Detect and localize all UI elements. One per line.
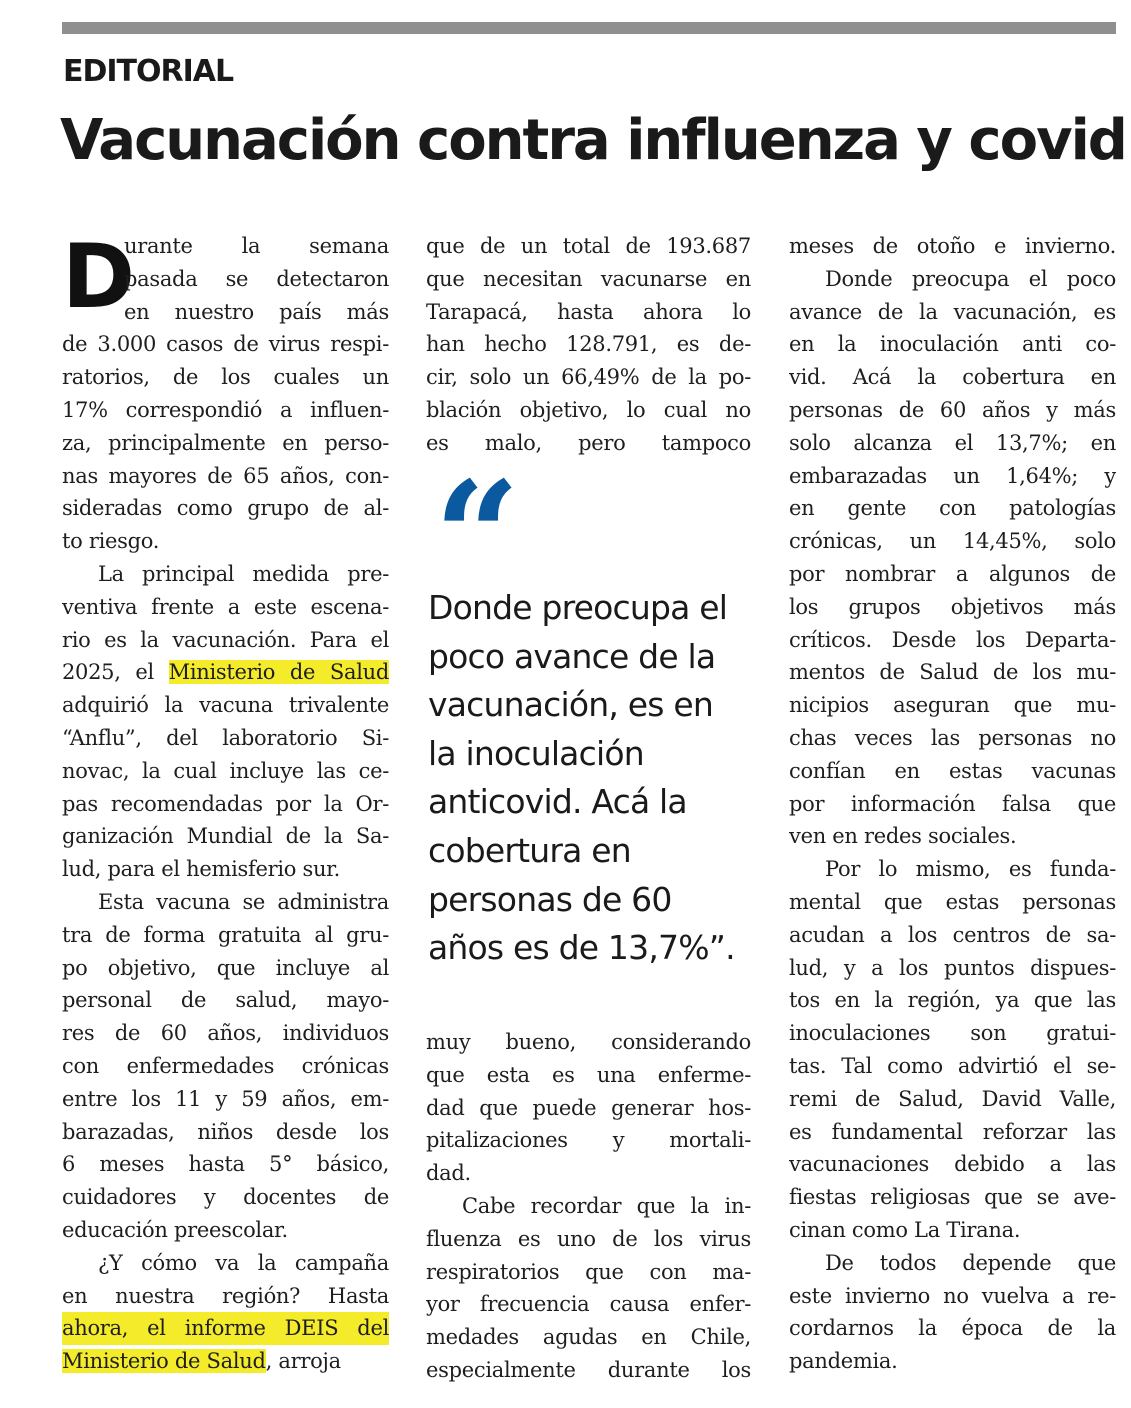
text-line: ventiva frente a este escena- [62, 594, 389, 619]
text-line: novac, la cual incluye las ce- [62, 758, 389, 783]
text-line: barazadas, niños desde los [62, 1119, 389, 1144]
text-line: entre los 11 y 59 años, em- [62, 1086, 389, 1111]
text-line: “Anflu”, del laboratorio Si- [62, 725, 389, 750]
text-line-highlighted: ahora, el informe DEIS del [62, 1312, 389, 1345]
text-line: embarazadas un 1,64%; y [789, 463, 1116, 488]
top-rule [62, 22, 1116, 34]
text-line: vacunaciones debido a las [789, 1152, 1116, 1177]
pull-quote-line: años es de 13,7%”. [428, 928, 735, 968]
text-line: por nombrar a algunos de [789, 561, 1116, 586]
text-line: en nuestra región? Hasta [62, 1283, 389, 1308]
text-fragment: 2025, el [62, 660, 169, 685]
text-line: sideradas como grupo de al- [62, 496, 389, 521]
text-line: educación preescolar. [62, 1217, 288, 1242]
text-line: pasada se detectaron [124, 266, 389, 291]
text-line: acudan a los centros de sa- [789, 922, 1116, 947]
column-1 [62, 225, 389, 1378]
text-line: mentos de Salud de los mu- [789, 660, 1116, 685]
text-line: Donde preocupa el poco [825, 266, 1116, 291]
text-line: tra de forma gratuita al gru- [62, 922, 389, 947]
pull-quote-line: la inoculación [428, 733, 644, 773]
text-line: cuidadores y docentes de [62, 1185, 389, 1210]
text-line: crónicas, un 14,45%, solo [789, 529, 1116, 554]
text-line: los grupos objetivos más [789, 594, 1116, 619]
text-line: Por lo mismo, es funda- [825, 857, 1116, 882]
text-line: inoculaciones son gratui- [789, 1021, 1116, 1046]
highlighted-ministerio: Ministerio de Salud [62, 1349, 266, 1374]
text-line: solo alcanza el 13,7%; en [789, 430, 1116, 455]
text-line: que esta es una enferme- [426, 1062, 751, 1087]
text-line: po objetivo, que incluye al [62, 955, 389, 980]
text-line: que necesitan vacunarse en [426, 266, 751, 291]
text-line: que de un total de 193.687 [426, 234, 751, 258]
text-line: 17% correspondió a influen- [62, 397, 389, 422]
text-line: tas. Tal como advirtió el se- [789, 1053, 1116, 1078]
text-line: cinan como La Tirana. [789, 1217, 1021, 1242]
text-line: Esta vacuna se administra [98, 889, 389, 914]
text-line: en nuestro país más [124, 299, 389, 324]
text-line [62, 656, 389, 689]
text-line: ven en redes sociales. [789, 824, 1017, 849]
drop-cap: D [62, 225, 136, 328]
text-line: to riesgo. [62, 529, 160, 554]
column-2-bottom [426, 1026, 751, 1387]
text-line: tos en la región, ya que las [789, 988, 1116, 1013]
text-line: es malo, pero tampoco [426, 430, 751, 455]
text-line: en la inoculación anti co- [789, 332, 1116, 357]
text-line: este invierno no vuelva a re- [789, 1283, 1116, 1308]
column-2-top [426, 230, 751, 460]
text-line: personas de 60 años y más [789, 397, 1116, 422]
text-line: La principal medida pre- [98, 561, 389, 586]
text-line: 6 meses hasta 5° básico, [62, 1152, 389, 1177]
text-line: pitalizaciones y mortali- [426, 1128, 751, 1153]
text-line: adquirió la vacuna trivalente [62, 693, 389, 718]
text-line: lud, y a los puntos dispues- [789, 955, 1116, 980]
pull-quote-line: anticovid. Acá la [428, 782, 687, 822]
column-3 [789, 230, 1116, 1378]
text-line [62, 1345, 389, 1378]
text-line: es fundamental reforzar las [789, 1119, 1116, 1144]
quote-mark-icon: “ [434, 449, 521, 625]
text-fragment: , arroja [265, 1349, 341, 1374]
text-line: dad. [426, 1161, 471, 1186]
text-line: De todos depende que [825, 1250, 1116, 1275]
text-line: muy bueno, considerando [426, 1030, 751, 1054]
pull-quote [428, 584, 758, 973]
text-line: urante la semana [124, 234, 389, 258]
text-line: nas mayores de 65 años, con- [62, 463, 389, 488]
text-line: por información falsa que [789, 791, 1116, 816]
section-label: EDITORIAL [63, 54, 234, 89]
text-line: dad que puede generar hos- [426, 1095, 751, 1120]
text-line: chas veces las personas no [789, 725, 1116, 750]
text-line: en gente con patologías [789, 496, 1116, 521]
text-line: medades agudas en Chile, [426, 1325, 751, 1350]
text-line: yor frecuencia causa enfer- [426, 1292, 751, 1317]
pull-quote-line: poco avance de la [428, 636, 716, 676]
text-line: za, principalmente en perso- [62, 430, 389, 455]
text-line: Tarapacá, hasta ahora lo [426, 299, 751, 324]
text-line: nicipios aseguran que mu- [789, 693, 1116, 718]
text-line: ratorios, de los cuales un [62, 365, 389, 390]
headline: Vacunación contra influenza y covid [60, 108, 1126, 173]
pull-quote-line: vacunación, es en [428, 685, 713, 725]
text-line: remi de Salud, David Valle, [789, 1086, 1116, 1111]
text-line: rio es la vacunación. Para el [62, 627, 389, 652]
text-line: avance de la vacunación, es [789, 299, 1116, 324]
highlighted-ministerio: Ministerio de Salud [168, 660, 389, 685]
text-line: con enfermedades crónicas [62, 1053, 389, 1078]
text-line: blación objetivo, lo cual no [426, 397, 751, 422]
text-line: cordarnos la época de la [789, 1316, 1116, 1341]
text-line: cir, solo un 66,49% de la po- [426, 365, 751, 390]
text-line: ¿Y cómo va la campaña [98, 1250, 389, 1275]
pull-quote-line: Donde preocupa el [428, 588, 728, 627]
text-line: mental que estas personas [789, 889, 1116, 914]
pull-quote-line: personas de 60 [428, 879, 672, 919]
text-line: de 3.000 casos de virus respi- [62, 332, 389, 357]
text-line: confían en estas vacunas [789, 758, 1116, 783]
text-line: fiestas religiosas que se ave- [789, 1185, 1116, 1210]
text-line: fluenza es uno de los virus [426, 1226, 751, 1251]
text-line: res de 60 años, individuos [62, 1021, 389, 1046]
pull-quote-line: cobertura en [428, 830, 631, 870]
text-line: lud, para el hemisferio sur. [62, 857, 340, 882]
text-line: críticos. Desde los Departa- [789, 627, 1116, 652]
text-line: vid. Acá la cobertura en [789, 365, 1116, 390]
text-line: personal de salud, mayo- [62, 988, 389, 1013]
text-line: han hecho 128.791, es de- [426, 332, 751, 357]
text-line: Cabe recordar que la in- [462, 1193, 751, 1218]
text-line: pas recomendadas por la Or- [62, 791, 389, 816]
text-line: respiratorios que con ma- [426, 1259, 751, 1284]
text-line: especialmente durante los [426, 1357, 751, 1382]
text-line: meses de otoño e invierno. [789, 234, 1116, 258]
text-line: pandemia. [789, 1349, 898, 1374]
text-line: ganización Mundial de la Sa- [62, 824, 389, 849]
